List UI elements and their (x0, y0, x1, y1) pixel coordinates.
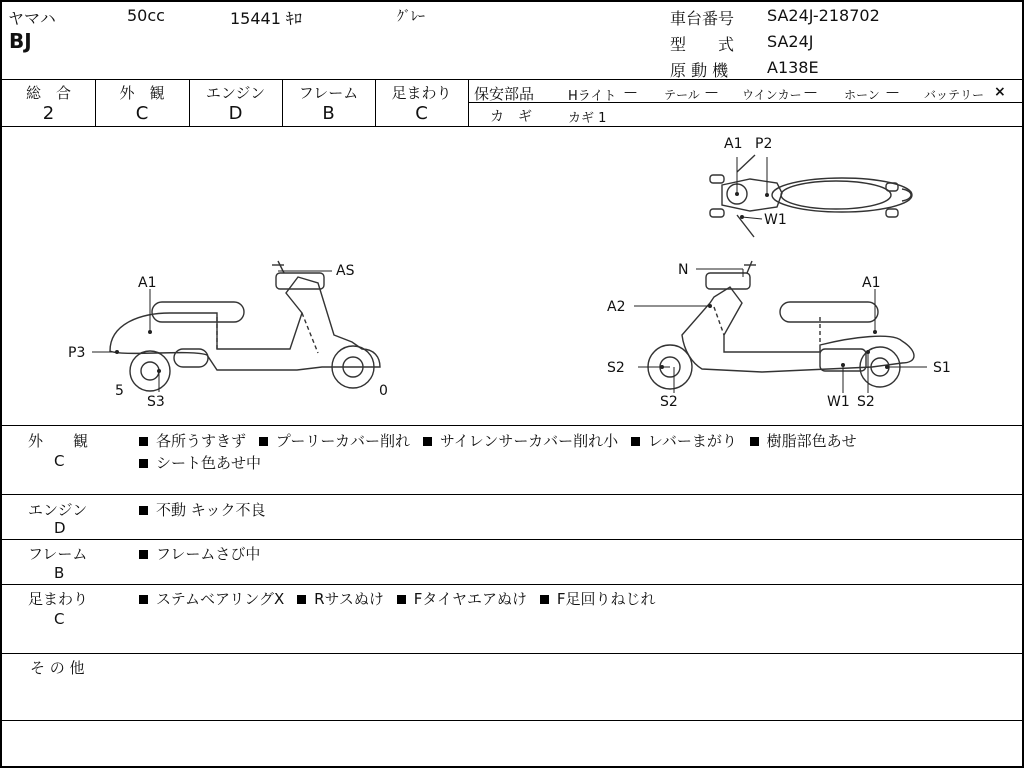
safety-tail-mark: — (705, 85, 718, 100)
grade-overall-value: 2 (42, 103, 55, 124)
safety-tail: テール (664, 88, 700, 102)
key-label: カ ギ (490, 109, 532, 125)
safety-battery: バッテリー (924, 88, 985, 102)
safety-horn-mark: — (886, 85, 899, 100)
maker: ヤマハ (8, 9, 56, 28)
safety-headlight-mark: — (624, 85, 637, 100)
label-left-0: 0 (379, 383, 388, 399)
safety-battery-mark: × (994, 84, 1006, 100)
safety-headlight: Hライト (568, 89, 617, 104)
type-label: 型 式 (670, 35, 735, 54)
note-frame-line1: フレームさび中 (139, 543, 268, 564)
label-right-w1: W1 (827, 394, 850, 410)
label-right-s2-rear: S2 (857, 394, 875, 410)
label-right-s1: S1 (933, 360, 951, 376)
mileage: 15441 ｷﾛ (230, 9, 302, 28)
safety-winker: ウインカー (742, 88, 802, 102)
note-exterior-line2: シート色あせ中 (139, 452, 269, 473)
damage-diagram (2, 127, 1022, 425)
grade-frame-label: フレーム (298, 84, 359, 102)
grade-suspension-value: C (415, 103, 428, 124)
note-engine-category: エンジン (28, 501, 88, 519)
label-top-w1: W1 (764, 212, 787, 228)
label-right-s2-bottom: S2 (660, 394, 678, 410)
safety-winker-mark: — (804, 85, 817, 100)
note-exterior-line1: 各所うすきず プーリーカバー削れ サイレンサーカバー削れ小 レバーまがり 樹脂部色あせ (139, 430, 865, 451)
note-engine-grade: D (54, 519, 66, 537)
label-top-a1: A1 (724, 136, 743, 152)
note-frame-grade: B (54, 564, 65, 582)
color: ｸﾞﾚｰ (397, 9, 425, 25)
label-left-5: 5 (115, 383, 124, 399)
grade-engine-label: エンジン (205, 84, 266, 102)
label-left-a1: A1 (138, 275, 157, 291)
frame-no-label: 車台番号 (670, 9, 735, 28)
grade-exterior-value: C (135, 103, 149, 124)
note-other-category: そ の 他 (30, 659, 85, 677)
scooter-top-view (710, 155, 912, 237)
grade-exterior-label: 外 観 (119, 84, 165, 102)
label-left-s3: S3 (147, 394, 165, 410)
grade-frame-value: B (322, 103, 335, 124)
key-value: カギ 1 (568, 111, 607, 126)
label-right-a2: A2 (607, 299, 626, 315)
safety-horn: ホーン (844, 88, 880, 102)
note-suspension-grade: C (54, 610, 65, 628)
grade-overall-label: 総 合 (25, 84, 71, 102)
note-engine-line1: 不動 キック不良 (139, 499, 273, 520)
label-left-as: AS (336, 263, 355, 279)
note-exterior-grade: C (54, 452, 65, 470)
note-exterior-category: 外 観 (28, 432, 89, 450)
label-right-a1: A1 (862, 275, 881, 291)
frame-no: SA24J-218702 (767, 6, 880, 25)
safety-label: 保安部品 (474, 85, 535, 103)
model-name: BJ (9, 29, 32, 53)
grade-engine-value: D (228, 103, 243, 124)
label-right-s2-front: S2 (607, 360, 625, 376)
note-frame-category: フレーム (28, 545, 88, 563)
note-suspension-line1: ステムベアリングX Rサスぬけ Fタイヤエアぬけ F足回りねじれ (139, 588, 663, 609)
label-right-n: N (678, 262, 689, 278)
note-suspension-category: 足まわり (28, 590, 89, 608)
displacement: 50cc (127, 6, 165, 25)
engine-label: 原 動 機 (670, 61, 729, 80)
type-value: SA24J (767, 32, 814, 51)
label-left-p3: P3 (68, 345, 86, 361)
grade-suspension-label: 足まわり (391, 84, 452, 102)
label-top-p2: P2 (755, 136, 773, 152)
engine-value: A138E (767, 58, 819, 77)
